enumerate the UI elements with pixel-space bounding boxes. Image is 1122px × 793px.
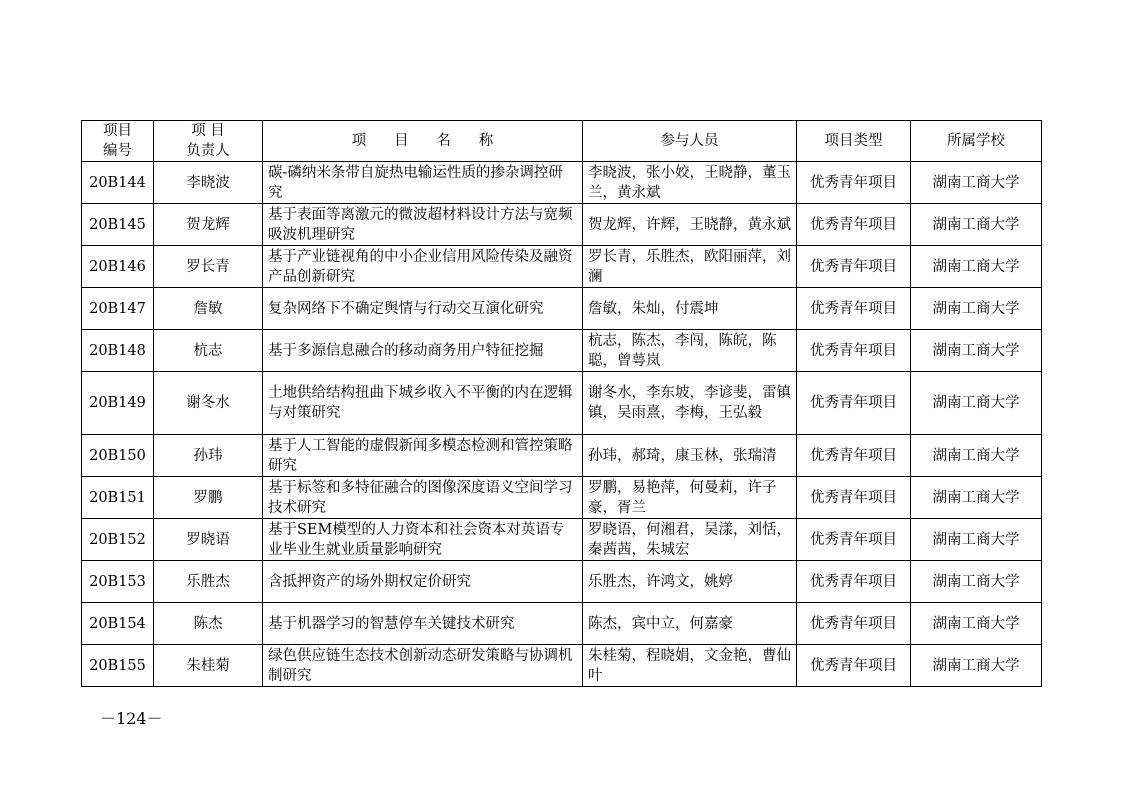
header-code [82, 121, 154, 162]
header-members: 参与人员 [583, 121, 797, 162]
cell-type: 优秀青年项目 [797, 204, 911, 246]
table-row [82, 645, 1042, 687]
cell-type: 优秀青年项目 [797, 288, 911, 330]
cell-members: 詹敏，朱灿，付震坤 [583, 288, 797, 330]
cell-members: 杭志，陈杰，李闯，陈皖，陈聪，曾萼岚 [583, 330, 797, 372]
cell-school: 湖南工商大学 [911, 519, 1042, 561]
page-number: －124－ [100, 709, 163, 728]
cell-code: 20B152 [82, 519, 154, 561]
cell-code: 20B146 [82, 246, 154, 288]
cell-leader: 乐胜杰 [154, 561, 263, 603]
cell-leader: 朱桂菊 [154, 645, 263, 687]
cell-members: 陈杰，宾中立，何嘉豪 [583, 603, 797, 645]
cell-code: 20B148 [82, 330, 154, 372]
table-row [82, 372, 1042, 435]
cell-members: 贺龙辉，许辉，王晓静，黄永斌 [583, 204, 797, 246]
cell-code: 20B154 [82, 603, 154, 645]
cell-type: 优秀青年项目 [797, 519, 911, 561]
table-row [82, 603, 1042, 645]
header-leader-line2: 负责人 [186, 143, 230, 159]
cell-project-name: 绿色供应链生态技术创新动态研发策略与协调机制研究 [263, 645, 583, 687]
cell-project-name: 基于机器学习的智慧停车关键技术研究 [263, 603, 583, 645]
table-row [82, 162, 1042, 204]
cell-members: 罗鹏，易艳萍，何曼莉，许子豪，胥兰 [583, 477, 797, 519]
cell-members: 朱桂菊，程晓娟，文金艳，曹仙叶 [583, 645, 797, 687]
cell-project-name: 基于人工智能的虚假新闻多模态检测和管控策略研究 [263, 435, 583, 477]
cell-code: 20B151 [82, 477, 154, 519]
table-row [82, 477, 1042, 519]
cell-project-name: 基于SEM模型的人力资本和社会资本对英语专业毕业生就业质量影响研究 [263, 519, 583, 561]
cell-leader: 杭志 [154, 330, 263, 372]
cell-type: 优秀青年项目 [797, 162, 911, 204]
cell-project-name: 含抵押资产的场外期权定价研究 [263, 561, 583, 603]
cell-school: 湖南工商大学 [911, 477, 1042, 519]
table-row [82, 330, 1042, 372]
cell-leader: 陈杰 [154, 603, 263, 645]
cell-leader: 贺龙辉 [154, 204, 263, 246]
cell-school: 湖南工商大学 [911, 162, 1042, 204]
cell-type: 优秀青年项目 [797, 372, 911, 435]
cell-school: 湖南工商大学 [911, 435, 1042, 477]
cell-code: 20B155 [82, 645, 154, 687]
cell-members: 李晓波，张小姣，王晓静，董玉兰，黄永斌 [583, 162, 797, 204]
cell-school: 湖南工商大学 [911, 645, 1042, 687]
cell-school: 湖南工商大学 [911, 204, 1042, 246]
cell-code: 20B153 [82, 561, 154, 603]
cell-project-name: 基于多源信息融合的移动商务用户特征挖掘 [263, 330, 583, 372]
table-row [82, 561, 1042, 603]
table-row [82, 204, 1042, 246]
cell-members: 孙玮，郝琦，康玉林，张瑞清 [583, 435, 797, 477]
cell-leader: 詹敏 [154, 288, 263, 330]
header-leader [154, 121, 263, 162]
cell-project-name: 土地供给结构扭曲下城乡收入不平衡的内在逻辑与对策研究 [263, 372, 583, 435]
table-row [82, 519, 1042, 561]
cell-leader: 罗鹏 [154, 477, 263, 519]
cell-leader: 谢冬水 [154, 372, 263, 435]
cell-members: 谢冬水，李东坡，李谚斐，雷镇镇，吴雨熹，李梅，王弘毅 [583, 372, 797, 435]
cell-school: 湖南工商大学 [911, 561, 1042, 603]
cell-members: 乐胜杰，许鸿文，姚婷 [583, 561, 797, 603]
table-header-row [82, 121, 1042, 162]
table-row [82, 288, 1042, 330]
cell-school: 湖南工商大学 [911, 288, 1042, 330]
cell-project-name: 基于标签和多特征融合的图像深度语义空间学习技术研究 [263, 477, 583, 519]
header-code-line1: 项目 [103, 123, 132, 139]
cell-type: 优秀青年项目 [797, 645, 911, 687]
cell-project-name: 碳-磷纳米条带自旋热电输运性质的掺杂调控研究 [263, 162, 583, 204]
header-code-line2: 编号 [103, 143, 132, 159]
cell-code: 20B150 [82, 435, 154, 477]
cell-project-name: 复杂网络下不确定舆情与行动交互演化研究 [263, 288, 583, 330]
cell-project-name: 基于产业链视角的中小企业信用风险传染及融资产品创新研究 [263, 246, 583, 288]
cell-leader: 罗长青 [154, 246, 263, 288]
cell-school: 湖南工商大学 [911, 330, 1042, 372]
cell-type: 优秀青年项目 [797, 561, 911, 603]
cell-code: 20B147 [82, 288, 154, 330]
header-leader-line1: 项 目 [191, 123, 225, 139]
cell-code: 20B149 [82, 372, 154, 435]
cell-members: 罗长青，乐胜杰，欧阳丽萍，刘澜 [583, 246, 797, 288]
cell-leader: 罗晓语 [154, 519, 263, 561]
header-school: 所属学校 [911, 121, 1042, 162]
cell-type: 优秀青年项目 [797, 477, 911, 519]
cell-members: 罗晓语，何湘君，吴漾，刘恬，秦茜茜，朱城宏 [583, 519, 797, 561]
cell-code: 20B145 [82, 204, 154, 246]
cell-project-name: 基于表面等离激元的微波超材料设计方法与宽频吸波机理研究 [263, 204, 583, 246]
cell-type: 优秀青年项目 [797, 435, 911, 477]
cell-school: 湖南工商大学 [911, 246, 1042, 288]
cell-type: 优秀青年项目 [797, 330, 911, 372]
table-row [82, 435, 1042, 477]
cell-leader: 孙玮 [154, 435, 263, 477]
cell-type: 优秀青年项目 [797, 603, 911, 645]
cell-school: 湖南工商大学 [911, 372, 1042, 435]
header-type: 项目类型 [797, 121, 911, 162]
project-table [81, 120, 1042, 687]
header-name: 项 目 名 称 [263, 121, 583, 162]
cell-type: 优秀青年项目 [797, 246, 911, 288]
table-row [82, 246, 1042, 288]
cell-leader: 李晓波 [154, 162, 263, 204]
cell-school: 湖南工商大学 [911, 603, 1042, 645]
cell-code: 20B144 [82, 162, 154, 204]
